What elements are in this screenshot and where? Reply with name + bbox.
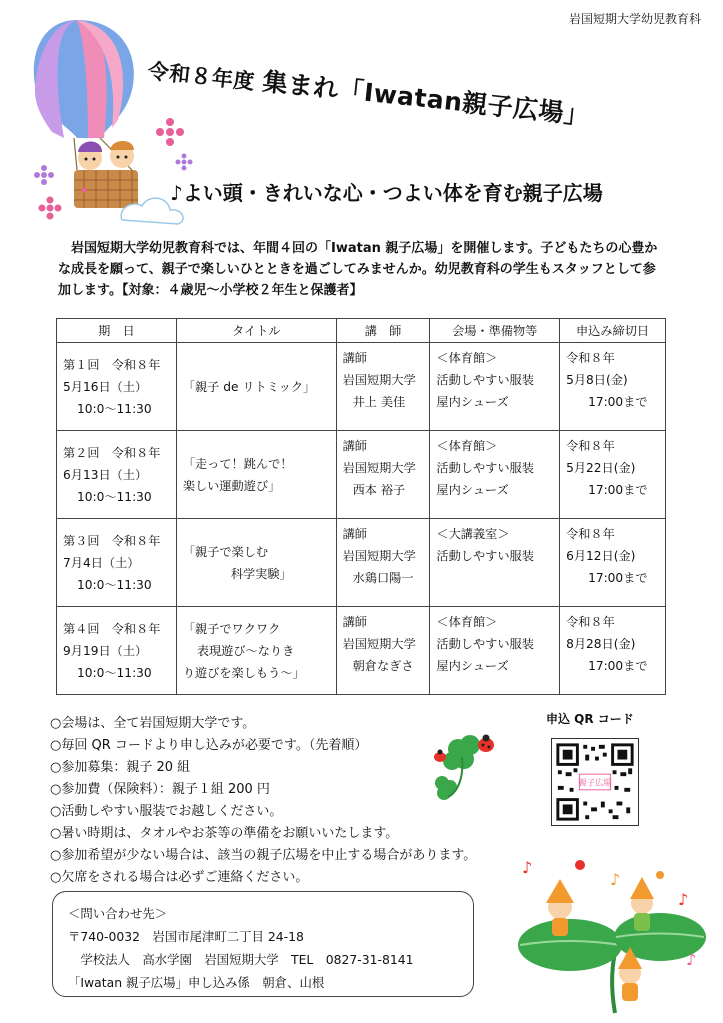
session-date: 第２回 令和８年 6月13日（土） 10:0～11:30 [57, 431, 177, 519]
session-title: 「親子で楽しむ 科学実験」 [176, 519, 336, 607]
clover-ladybug-icon [428, 727, 528, 802]
session-lecturer: 講師 岩国短期大学 水鶏口陽一 [336, 519, 430, 607]
session-lecturer: 講師 岩国短期大学 井上 美佳 [336, 343, 430, 431]
list-item: ○参加費（保険料）：親子１組 200 円 [50, 782, 270, 797]
header-venue: 会場・準備物等 [430, 319, 560, 343]
header-date: 期 日 [57, 319, 177, 343]
svg-text:♪: ♪ [678, 890, 689, 909]
table-row [57, 519, 666, 607]
list-item: ○毎回 QR コードより申し込みが必要です。（先着順） [50, 738, 368, 753]
session-venue: ＜体育館＞ 活動しやすい服装 屋内シューズ [430, 607, 560, 695]
table-row [57, 431, 666, 519]
session-title: 「親子 de リトミック」 [176, 343, 336, 431]
qr-code-label: 申込 QR コード [546, 712, 634, 726]
session-lecturer: 講師 岩国短期大学 朝倉なぎさ [336, 607, 430, 695]
contact-heading: ＜問い合わせ先＞ [68, 906, 168, 921]
contact-school: 学校法人 高水学園 岩国短期大学 TEL 0827-31-8141 [68, 952, 414, 967]
session-deadline: 令和８年 5月22日(金) 17:00まで [560, 431, 666, 519]
session-date: 第３回 令和８年 7月4日（土） 10:0～11:30 [57, 519, 177, 607]
organization-name: 岩国短期大学幼児教育科 [568, 12, 701, 26]
list-item: ○会場は、全て岩国短期大学です。 [50, 716, 256, 731]
session-venue: ＜体育館＞ 活動しやすい服装 屋内シューズ [430, 431, 560, 519]
list-item: ○暑い時期は、タオルやお茶等の準備をお願いいたします。 [50, 826, 399, 841]
svg-text:♪: ♪ [522, 858, 533, 877]
session-venue: ＜大講義室＞ 活動しやすい服装 [430, 519, 560, 607]
session-title: 「走って！跳んで！ 楽しい運動遊び」 [176, 431, 336, 519]
header-lecturer: 講 師 [336, 319, 430, 343]
session-deadline: 令和８年 6月12日(金) 17:00まで [560, 519, 666, 607]
session-title: 「親子でワクワク 表現遊び～なりき り遊びを楽しもう～」 [176, 607, 336, 695]
svg-text:♪: ♪ [610, 870, 621, 889]
table-row [57, 343, 666, 431]
list-item: ○参加希望が少ない場合は、該当の親子広場を中止する場合があります。 [50, 848, 477, 863]
qr-code-icon[interactable] [551, 738, 639, 826]
session-date: 第４回 令和８年 9月19日（土） 10:0～11:30 [57, 607, 177, 695]
header-deadline: 申込み締切日 [560, 319, 666, 343]
list-item: ○活動しやすい服装でお越しください。 [50, 804, 283, 819]
session-deadline: 令和８年 5月8日(金) 17:00まで [560, 343, 666, 431]
list-item: ○欠席をされる場合は必ずご連絡ください。 [50, 870, 309, 885]
page-subtitle: ♪よい頭・きれいな心・つよい体を育む親子広場 [170, 181, 603, 205]
list-item: ○参加募集：親子 20 組 [50, 760, 191, 775]
qr-logo-text: 親子広場 [578, 777, 612, 788]
table-header-row [57, 319, 666, 343]
schedule-table [56, 318, 666, 695]
session-deadline: 令和８年 8月28日(金) 17:00まで [560, 607, 666, 695]
page-title: 令和８年度 集まれ「Iwatan親子広場」 [146, 58, 591, 131]
contact-box [52, 891, 474, 997]
session-date: 第１回 令和８年 5月16日（土） 10:0～11:30 [57, 343, 177, 431]
intro-paragraph: 岩国短期大学幼児教育科では、年間４回の「Iwatan 親子広場」を開催します。子どもたちの心豊かな成長を願って、親子で楽しいひとときを過ごしてみませんか。幼児教育科の学生もスタッフとして参加します。【対象：４歳児～小学校２年生と保護者】 [58, 241, 658, 298]
contact-address: 〒740-0032 岩国市尾津町二丁目 24-18 [68, 929, 304, 944]
notes-list [50, 713, 476, 889]
table-row [57, 607, 666, 695]
children-on-leaves-icon [510, 845, 710, 1015]
contact-desk: 「Iwatan 親子広場」申し込み係 朝倉、山根 [68, 975, 325, 990]
session-lecturer: 講師 岩国短期大学 西本 裕子 [336, 431, 430, 519]
svg-text:♪: ♪ [686, 950, 697, 969]
header-title: タイトル [176, 319, 336, 343]
session-venue: ＜体育館＞ 活動しやすい服装 屋内シューズ [430, 343, 560, 431]
